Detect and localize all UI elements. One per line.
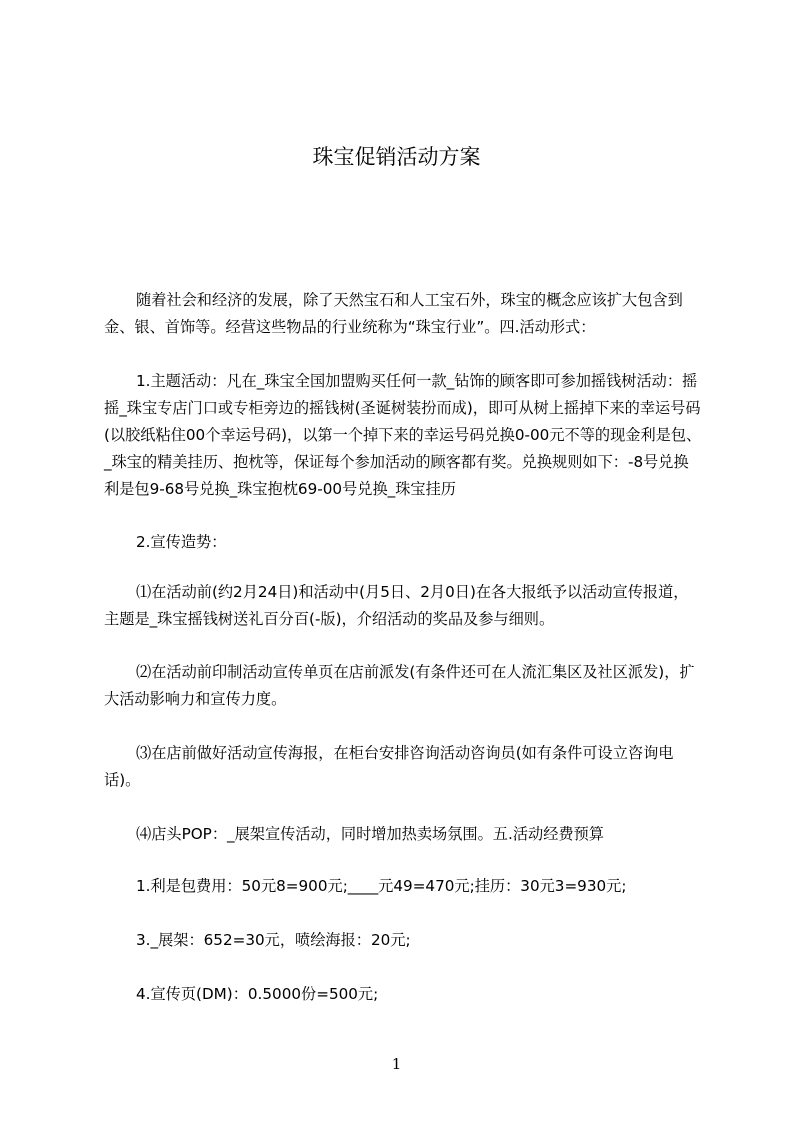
paragraph-budget-1: 1.利是包费用：50元8=900元;____元49=470元;挂历：30元3=930元;: [136, 877, 627, 895]
paragraph-intro: 随着社会和经济的发展，除了天然宝石和人工宝石外，珠宝的概念应该扩大包含到金、银、首饰等。经营这些物品的行业统称为“珠宝行业”。四.活动形式：: [104, 291, 683, 336]
paragraph-publicity-3: ⑶在店前做好活动宣传海报，在柜台安排咨询活动咨询员(如有条件可设立咨询电话)。: [104, 744, 674, 789]
paragraph-publicity-4: ⑷店头POP：_展架宣传活动，同时增加热卖场氛围。五.活动经费预算: [136, 825, 604, 843]
paragraph-budget-4: 4.宣传页(DM)：0.5000份=500元;: [136, 985, 379, 1003]
paragraph-budget-3: 3._展架：652=30元，喷绘海报：20元;: [136, 931, 411, 949]
paragraph-main-activity: 1.主题活动：凡在_珠宝全国加盟购买任何一款_钻饰的顾客即可参加摇钱树活动：摇摇_珠宝专店门口或专柜旁边的摇钱树(圣诞树装扮而成)，即可从树上摇掉下来的幸运号码(以胶纸粘住00个幸运号码)，以第一个掉下来的幸运号码兑换0-00元不等的现金利是包、_珠宝的精美挂历、抱枕等，保证每个参加活动的顾客都有奖。兑换规则如下：-8号兑换利是包9-68号兑换_珠宝抱枕69-00号兑换_珠宝挂历: [104, 372, 702, 498]
page-number: 1: [391, 1055, 402, 1073]
paragraph-publicity-2: ⑵在活动前印制活动宣传单页在店前派发(有条件还可在人流汇集区及社区派发)，扩大活动影响力和宣传力度。: [104, 663, 695, 708]
paragraph-publicity-1: ⑴在活动前(约2月24日)和活动中(月5日、2月0日)在各大报纸予以活动宣传报道，主题是_珠宝摇钱树送礼百分百(-版)，介绍活动的奖品及参与细则。: [104, 583, 689, 628]
page-title: 珠宝促销活动方案: [312, 145, 481, 169]
paragraph-publicity-heading: 2.宣传造势：: [136, 533, 227, 551]
